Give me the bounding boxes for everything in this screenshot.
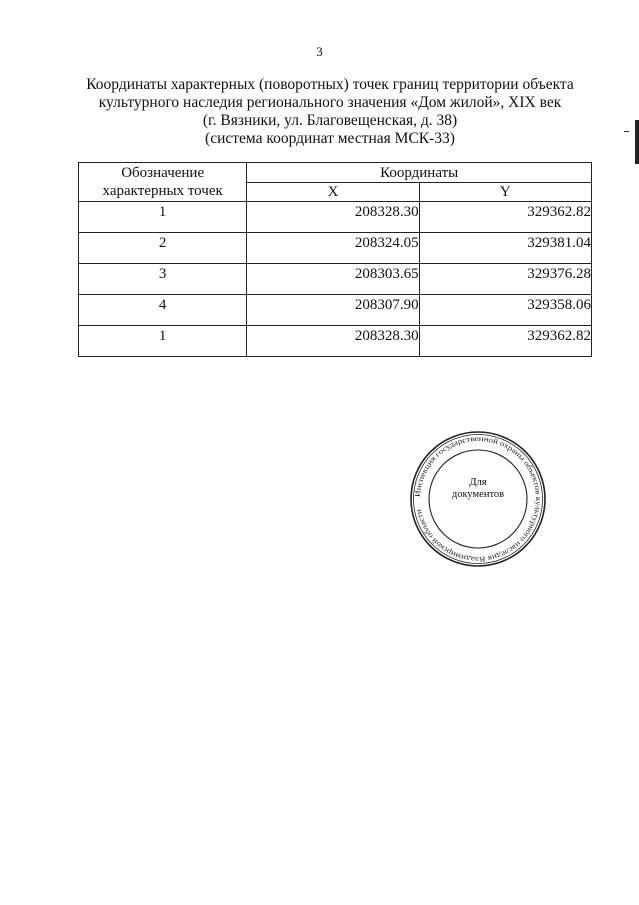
y-cell: 329358.06: [419, 295, 591, 326]
header-point-designation: Обозначение характерных точек: [79, 163, 247, 202]
stamp-center-text: [409, 477, 547, 501]
x-cell: 208307.90: [247, 295, 419, 326]
header-x: X: [247, 183, 419, 202]
table-row: [79, 202, 592, 233]
x-cell: 208324.05: [247, 233, 419, 264]
point-cell: 4: [79, 295, 247, 326]
table-row: [79, 264, 592, 295]
table-row: [79, 233, 592, 264]
scan-edge-mark: [635, 120, 639, 164]
y-cell: 329362.82: [419, 202, 591, 233]
title-line-2: культурного наследия регионального значения «Дом жилой», XIX век: [98, 94, 562, 111]
document-title: [60, 76, 600, 148]
point-cell: 3: [79, 264, 247, 295]
x-cell: 208328.30: [247, 326, 419, 357]
y-cell: 329381.04: [419, 233, 591, 264]
title-line-3: (г. Вязники, ул. Благовещенская, д. 38): [202, 112, 458, 129]
scan-edge-dash: [624, 131, 629, 132]
header-y: Y: [419, 183, 591, 202]
stamp-ring-text: Инспекция государственной охраны объектов культурного наследия Владимирской области: [412, 433, 544, 565]
point-cell: 1: [79, 326, 247, 357]
point-cell: 2: [79, 233, 247, 264]
coordinates-table: [78, 162, 592, 357]
stamp-center-line-1: Для: [469, 477, 487, 488]
y-cell: 329376.28: [419, 264, 591, 295]
table-row: [79, 295, 592, 326]
title-line-1: Координаты характерных (поворотных) точек границ территории объекта: [86, 76, 574, 93]
x-cell: 208303.65: [247, 264, 419, 295]
header-coordinates: Координаты: [247, 163, 592, 183]
y-cell: 329362.82: [419, 326, 591, 357]
table-row: [79, 326, 592, 357]
official-stamp: [409, 430, 547, 568]
point-cell: 1: [79, 202, 247, 233]
page-number: 3: [316, 44, 323, 59]
x-cell: 208328.30: [247, 202, 419, 233]
title-line-4: (система координат местная МСК-33): [205, 130, 455, 147]
stamp-center-line-2: документов: [451, 489, 505, 500]
